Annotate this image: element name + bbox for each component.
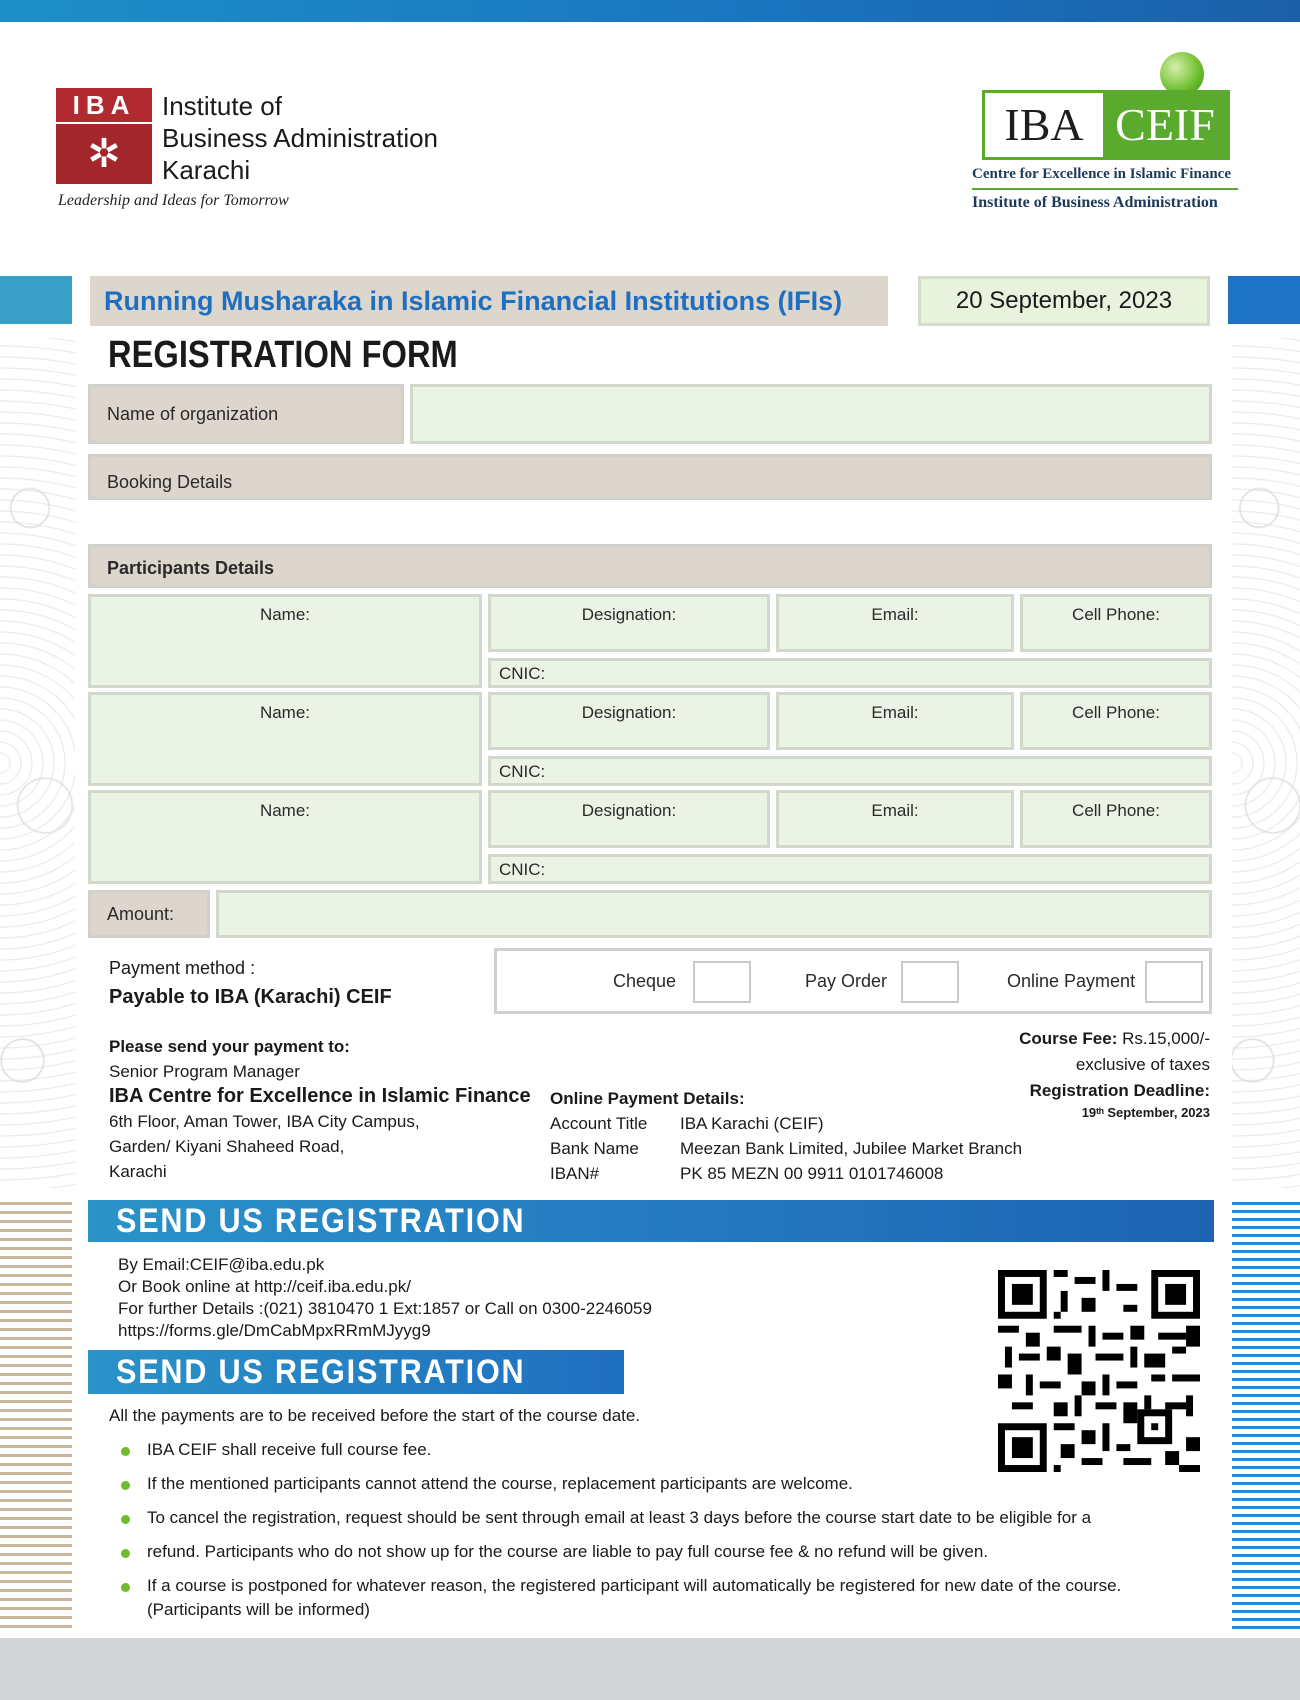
- bank-name-row: Bank Name Meezan Bank Limited, Jubilee Market Branch: [550, 1139, 1023, 1158]
- participant-2-cell-phone-field[interactable]: Cell Phone:: [1020, 692, 1212, 750]
- list-item: refund. Participants who do not show up for the course are liable to pay full course fee & no refund will be given.: [109, 1540, 1219, 1564]
- participant-2-cnic-field[interactable]: CNIC:: [488, 756, 1212, 786]
- title-accent-left: [0, 276, 72, 324]
- contact-details: By Email:CEIF@iba.edu.pk Or Book online at http://ceif.iba.edu.pk/ For further Details :(021) 3810470 1 Ext:1857 or Call on 0300-2246059 https://forms.gle/DmCabMpxRRmMJyyg9: [118, 1255, 652, 1340]
- account-title-row: Account Title IBA Karachi (CEIF): [550, 1114, 824, 1133]
- participant-3-cnic-field[interactable]: CNIC:: [488, 854, 1212, 884]
- participant-3-cell-phone-field[interactable]: Cell Phone:: [1020, 790, 1212, 848]
- iba-emblem-icon: ✲: [56, 124, 152, 184]
- participant-3-designation-field[interactable]: Designation:: [488, 790, 770, 848]
- participant-1-name-field[interactable]: Name:: [88, 594, 482, 688]
- course-fee-info: Course Fee: Rs.15,000/- exclusive of taxes Registration Deadline: 19ᵗʰ September, 2023: [1019, 1029, 1210, 1120]
- list-item: IBA CEIF shall receive full course fee.: [109, 1438, 1219, 1462]
- online-payment-checkbox[interactable]: [1145, 961, 1203, 1003]
- org-field[interactable]: [410, 384, 1212, 444]
- participant-1-cnic-field[interactable]: CNIC:: [488, 658, 1212, 688]
- participant-2-email-field[interactable]: Email:: [776, 692, 1014, 750]
- decorative-pattern-right: [1232, 338, 1300, 1188]
- participant-3-email-field[interactable]: Email:: [776, 790, 1014, 848]
- participant-1-email-field[interactable]: Email:: [776, 594, 1014, 652]
- iba-name: Institute of Business Administration Karachi: [162, 91, 439, 185]
- terms-and-conditions: All the payments are to be received before the start of the course date. IBA CEIF shall receive full course fee. If the mentioned participants cannot attend the course, replacement participants are welcome. To cancel the registration, request should be sent through email at least 3 days before the course start date to be eligible for a refund. Participants who do not show up for the course are liable to pay full course fee & no refund will be given. If a course is postponed for whatever reason, the registered participant will automatically be registered for new date of the course. (Participants will be informed): [109, 1406, 1219, 1632]
- cheque-label: Cheque: [613, 971, 677, 991]
- online-payment-label: Online Payment: [1007, 971, 1136, 991]
- payment-method-label: Payment method :: [109, 958, 256, 978]
- online-payment-details: Online Payment Details: Account Title IBA Karachi (CEIF) Bank Name Meezan Bank Limited, Jubilee Market Branch IBAN# PK 85 MEZN 00 9911 0101746008: [550, 1086, 1022, 1186]
- pay-order-checkbox[interactable]: [901, 961, 959, 1003]
- form-heading: REGISTRATION FORM: [108, 334, 458, 376]
- iban-row: IBAN# PK 85 MEZN 00 9911 0101746008: [550, 1164, 944, 1183]
- participant-1-cell-phone-field[interactable]: Cell Phone:: [1020, 594, 1212, 652]
- list-item: If a course is postponed for whatever reason, the registered participant will automatically be registered for new date of the course. (Participants will be informed): [109, 1574, 1199, 1622]
- list-item: To cancel the registration, request should be sent through email at least 3 days before the course start date to be eligible for a: [109, 1506, 1219, 1530]
- title-accent-right: [1228, 276, 1300, 324]
- booking-details-label: Booking Details: [88, 454, 1212, 500]
- payment-address: Please send your payment to: Senior Program Manager IBA Centre for Excellence in Islamic Finance 6th Floor, Aman Tower, IBA City Campus, Garden/ Kiyani Shaheed Road, Karachi: [109, 1037, 531, 1181]
- list-item: If the mentioned participants cannot attend the course, replacement participants are welcome.: [109, 1472, 1219, 1496]
- org-label: Name of organization: [88, 384, 404, 444]
- participants-details-label: Participants Details: [88, 544, 1212, 588]
- decorative-stripes-left: [0, 1202, 72, 1634]
- ceif-institute: Institute of Business Administration: [972, 194, 1218, 211]
- iba-logo-letters: IBA: [56, 88, 152, 122]
- ceif-logo: [970, 52, 1240, 222]
- course-date: 20 September, 2023: [918, 276, 1210, 326]
- ceif-logo-box: IBA CEIF: [982, 90, 1230, 160]
- iba-tagline: Leadership and Ideas for Tomorrow: [58, 192, 289, 209]
- participant-2-designation-field[interactable]: Designation:: [488, 692, 770, 750]
- send-registration-banner-2: SEND US REGISTRATION: [88, 1350, 624, 1394]
- payable-to: Payable to IBA (Karachi) CEIF: [109, 986, 392, 1008]
- ceif-subtitle: Centre for Excellence in Islamic Finance: [972, 166, 1231, 182]
- participant-3-name-field[interactable]: Name:: [88, 790, 482, 884]
- payment-method-options: [494, 948, 1212, 1014]
- amount-field[interactable]: [216, 890, 1212, 938]
- decorative-stripes-right: [1232, 1202, 1300, 1634]
- decorative-pattern-left: [0, 338, 75, 1188]
- course-title: Running Musharaka in Islamic Financial Institutions (IFIs): [90, 276, 888, 326]
- pay-order-label: Pay Order: [805, 971, 888, 991]
- bottom-bar: [0, 1638, 1300, 1700]
- amount-label: Amount:: [88, 890, 210, 938]
- send-registration-banner: SEND US REGISTRATION: [88, 1200, 1214, 1242]
- participant-2-name-field[interactable]: Name:: [88, 692, 482, 786]
- cheque-checkbox[interactable]: [693, 961, 751, 1003]
- participant-1-designation-field[interactable]: Designation:: [488, 594, 770, 652]
- iba-logo-mark: [56, 88, 152, 184]
- divider: [972, 188, 1238, 190]
- top-color-bar: [0, 0, 1300, 22]
